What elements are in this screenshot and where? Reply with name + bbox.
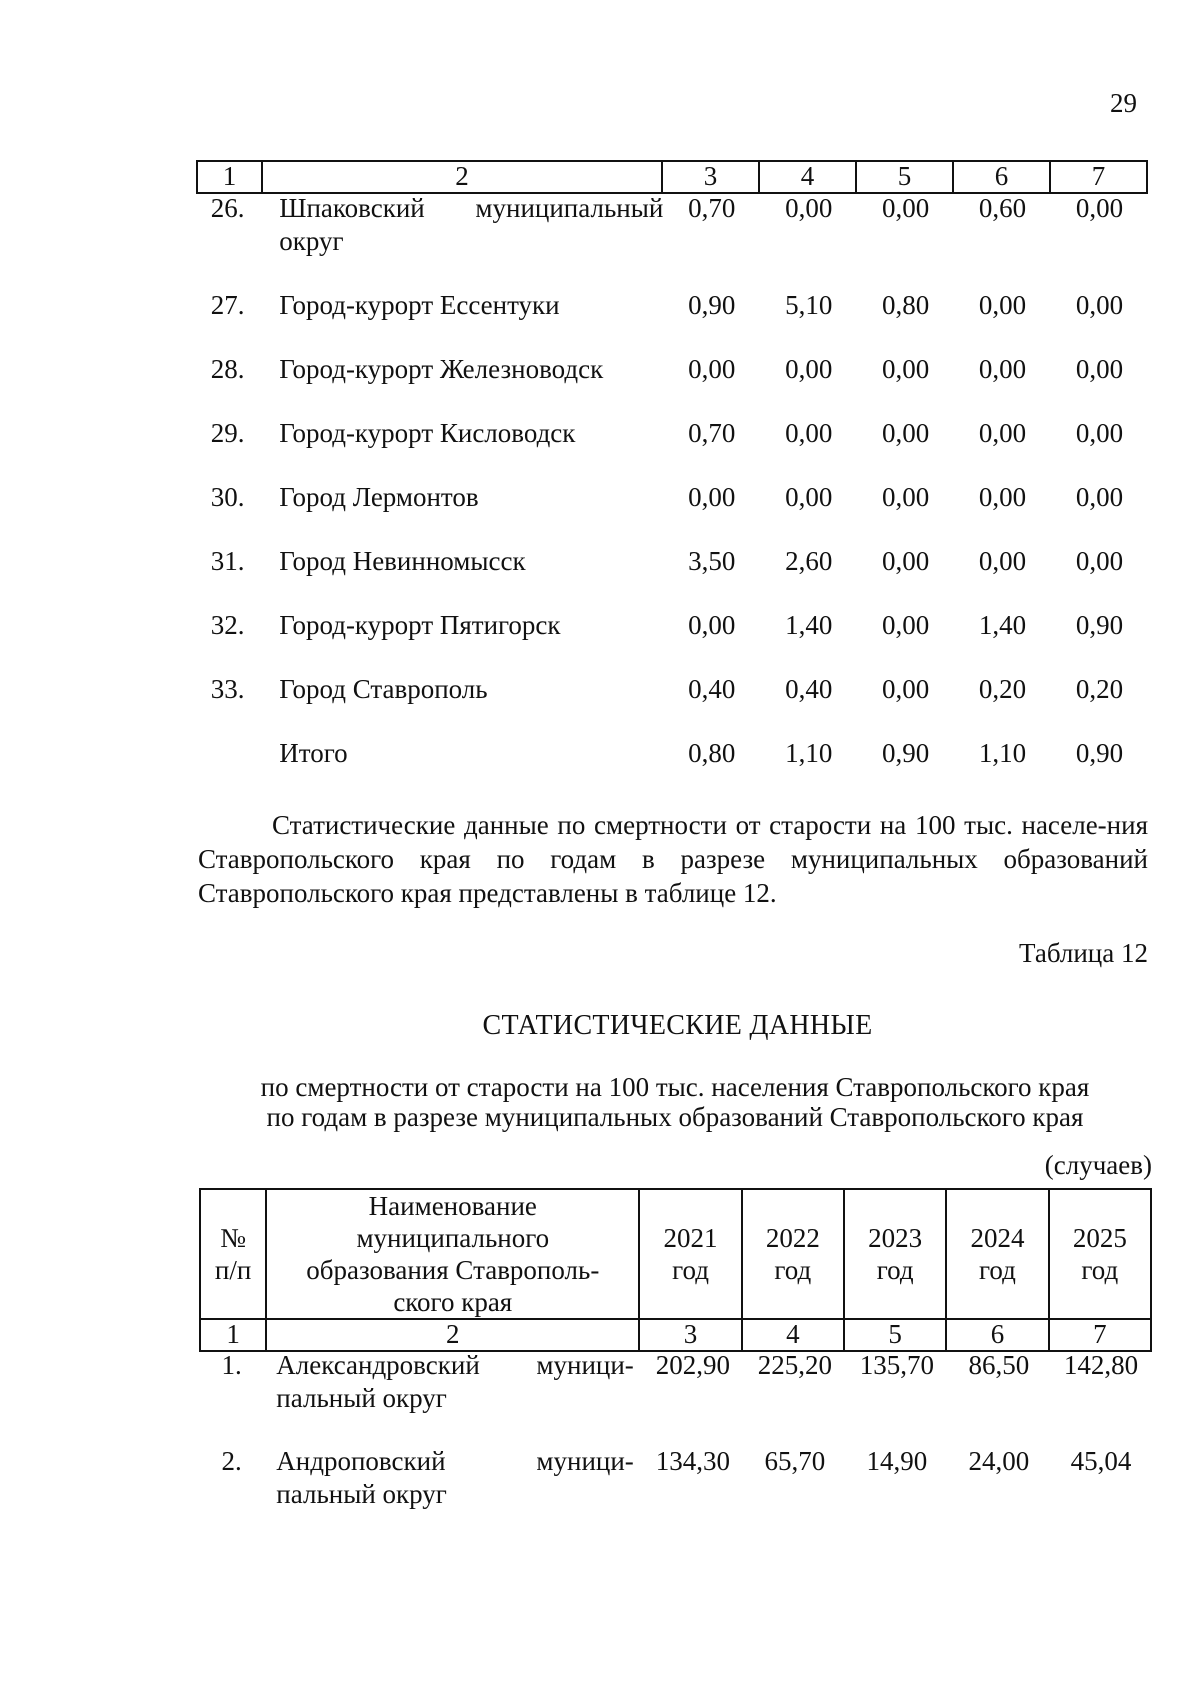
value-cell: 1,40	[785, 610, 833, 640]
municipality-name: Город-курорт Кисловодск	[279, 418, 576, 448]
value-cell: 0,00	[1075, 193, 1124, 223]
header-year-cell	[946, 1189, 1048, 1319]
value-cell: 0,00	[785, 482, 833, 512]
table-row	[196, 673, 1148, 737]
subtitle-line: по смертности от старости на 100 тыс. населения Ставропольского края	[260, 1072, 1090, 1102]
col-num-6: 6	[953, 161, 1050, 193]
value-cell: 14,90	[866, 1446, 928, 1476]
units-label: (случаев)	[1044, 1150, 1152, 1180]
total-value-cell: 0,90	[1075, 738, 1124, 768]
table12-body	[199, 1349, 1152, 1541]
municipality-name: Город-курорт Железноводск	[279, 354, 604, 384]
col-num-1: 1	[200, 1319, 266, 1351]
value-cell: 0,00	[688, 610, 736, 640]
value-cell: 24,00	[968, 1446, 1030, 1476]
value-cell: 0,00	[1075, 354, 1124, 384]
value-cell: 0,20	[978, 674, 1027, 704]
header-name-line: образования Ставрополь-	[306, 1255, 600, 1285]
header-year-unit: год	[1081, 1255, 1119, 1285]
header-name-line: Наименование	[368, 1191, 537, 1221]
header-year-unit: год	[876, 1255, 914, 1285]
row-number: 26.	[210, 193, 245, 223]
value-cell: 0,00	[688, 482, 736, 512]
table12-column-numbers	[199, 1318, 1152, 1352]
value-cell: 2,60	[785, 546, 833, 576]
municipality-name	[264, 1349, 642, 1445]
intro-paragraph-text: Статистические данные по смертности от старости на 100 тыс. населе-ния Ставропольского края по годам в разрезе муниципальных образований Ставропольского края представлены в таблице 12.	[198, 810, 1148, 908]
row-number: 29.	[210, 418, 245, 448]
value-cell: 0,80	[881, 290, 930, 320]
table-row	[196, 417, 1148, 481]
row-number: 28.	[210, 354, 245, 384]
name-line: Андроповский муници-	[276, 1446, 634, 1476]
row-number: 32.	[210, 610, 245, 640]
value-cell: 0,00	[881, 610, 930, 640]
col-num-4: 4	[759, 161, 856, 193]
value-cell: 0,00	[785, 418, 833, 448]
document-subtitle	[200, 1072, 1150, 1132]
name-line: пальный округ	[276, 1383, 447, 1413]
value-cell: 0,70	[688, 193, 736, 223]
table-row	[196, 609, 1148, 673]
value-cell: 0,00	[1075, 482, 1124, 512]
col-num-2: 2	[262, 161, 662, 193]
value-cell: 0,20	[1075, 674, 1124, 704]
value-cell: 0,40	[785, 674, 833, 704]
col-num-5: 5	[856, 161, 953, 193]
municipality-name: Город Лермонтов	[279, 482, 479, 512]
row-number: 33.	[210, 674, 245, 704]
name-line: округ	[279, 226, 344, 256]
header-year-unit: год	[774, 1255, 812, 1285]
total-row	[196, 737, 1148, 801]
subtitle-line: по годам в разрезе муниципальных образований Ставропольского края	[266, 1102, 1084, 1132]
total-value-cell: 1,10	[785, 738, 833, 768]
header-year-unit: год	[979, 1255, 1016, 1285]
col-num-7: 7	[1050, 161, 1147, 193]
total-value-cell: 0,80	[688, 738, 736, 768]
table12-header	[199, 1188, 1152, 1320]
value-cell: 0,00	[881, 546, 930, 576]
row-number	[196, 737, 259, 801]
header-year: 2022	[765, 1223, 820, 1253]
value-cell: 65,70	[764, 1446, 826, 1476]
value-cell: 0,00	[978, 354, 1027, 384]
header-year: 2024	[970, 1223, 1025, 1253]
name-line: Александровский муници-	[276, 1350, 634, 1380]
header-number-abbr: п/п	[214, 1255, 252, 1285]
header-name-line: муниципального	[356, 1223, 550, 1253]
table-row	[199, 1349, 1152, 1445]
municipality-name	[264, 1445, 642, 1541]
intro-paragraph	[198, 808, 1148, 910]
value-cell: 0,00	[1075, 418, 1124, 448]
municipality-name: Город Невинномысск	[279, 546, 526, 576]
name-line: Шпаковский муниципальный	[279, 193, 664, 223]
value-cell: 0,00	[978, 290, 1027, 320]
value-cell: 0,90	[1075, 610, 1124, 640]
row-number: 1.	[221, 1350, 242, 1380]
total-value-cell: 1,10	[978, 738, 1027, 768]
table-row	[196, 192, 1148, 289]
value-cell: 225,20	[757, 1350, 832, 1380]
header-year-cell	[639, 1189, 741, 1319]
table-row	[196, 289, 1148, 353]
table11-column-numbers	[196, 160, 1148, 194]
col-num-3: 3	[639, 1319, 741, 1351]
municipality-name: Город-курорт Ессентуки	[279, 290, 560, 320]
row-number: 30.	[210, 482, 245, 512]
header-year: 2023	[868, 1223, 923, 1253]
total-label: Итого	[279, 738, 348, 768]
value-cell: 0,00	[1075, 290, 1124, 320]
value-cell: 0,00	[881, 418, 930, 448]
value-cell: 1,40	[978, 610, 1027, 640]
header-year: 2021	[663, 1223, 718, 1253]
table11-body	[196, 192, 1148, 801]
header-year-unit: год	[672, 1255, 709, 1285]
value-cell: 0,00	[881, 354, 930, 384]
value-cell: 0,60	[978, 193, 1027, 223]
header-name-cell	[266, 1189, 639, 1319]
value-cell: 0,00	[688, 354, 736, 384]
table-row	[196, 481, 1148, 545]
col-num-1: 1	[197, 161, 262, 193]
document-title: СТАТИСТИЧЕСКИЕ ДАННЫЕ	[482, 1010, 873, 1041]
header-year: 2025	[1072, 1223, 1127, 1253]
table-row	[196, 545, 1148, 609]
col-num-3: 3	[662, 161, 759, 193]
header-year-cell	[742, 1189, 844, 1319]
value-cell: 0,00	[978, 482, 1027, 512]
value-cell: 5,10	[785, 290, 833, 320]
value-cell: 0,00	[978, 418, 1027, 448]
row-number: 27.	[210, 290, 245, 320]
value-cell: 0,70	[688, 418, 736, 448]
col-num-5: 5	[844, 1319, 946, 1351]
table-caption: Таблица 12	[1019, 938, 1148, 968]
municipality-name: Город-курорт Пятигорск	[279, 610, 561, 640]
col-num-6: 6	[946, 1319, 1048, 1351]
header-year-cell	[844, 1189, 946, 1319]
value-cell: 86,50	[968, 1350, 1030, 1380]
value-cell: 0,00	[978, 546, 1027, 576]
header-number-symbol: №	[220, 1223, 246, 1253]
municipality-name: Город Ставрополь	[279, 674, 488, 704]
value-cell: 0,00	[1075, 546, 1124, 576]
table-row	[196, 353, 1148, 417]
total-value-cell: 0,90	[881, 738, 930, 768]
value-cell: 0,00	[881, 674, 930, 704]
row-number: 31.	[210, 546, 245, 576]
value-cell: 0,00	[881, 482, 930, 512]
row-number: 2.	[221, 1446, 242, 1476]
col-num-4: 4	[742, 1319, 844, 1351]
value-cell: 142,80	[1063, 1350, 1139, 1380]
col-num-2: 2	[266, 1319, 639, 1351]
value-cell: 0,90	[688, 290, 736, 320]
value-cell: 0,40	[688, 674, 736, 704]
value-cell: 45,04	[1070, 1446, 1132, 1476]
page-number: 29	[1110, 88, 1137, 118]
value-cell: 0,00	[881, 193, 930, 223]
value-cell: 134,30	[655, 1446, 730, 1476]
value-cell: 0,00	[785, 193, 833, 223]
value-cell: 3,50	[688, 546, 736, 576]
value-cell: 135,70	[859, 1350, 935, 1380]
header-year-cell	[1049, 1189, 1151, 1319]
value-cell: 202,90	[655, 1350, 730, 1380]
table-row	[199, 1445, 1152, 1541]
header-number-cell	[200, 1189, 266, 1319]
value-cell: 0,00	[785, 354, 833, 384]
name-line: пальный округ	[276, 1479, 447, 1509]
municipality-name	[259, 192, 663, 289]
col-num-7: 7	[1049, 1319, 1151, 1351]
header-name-line: ского края	[393, 1287, 513, 1317]
